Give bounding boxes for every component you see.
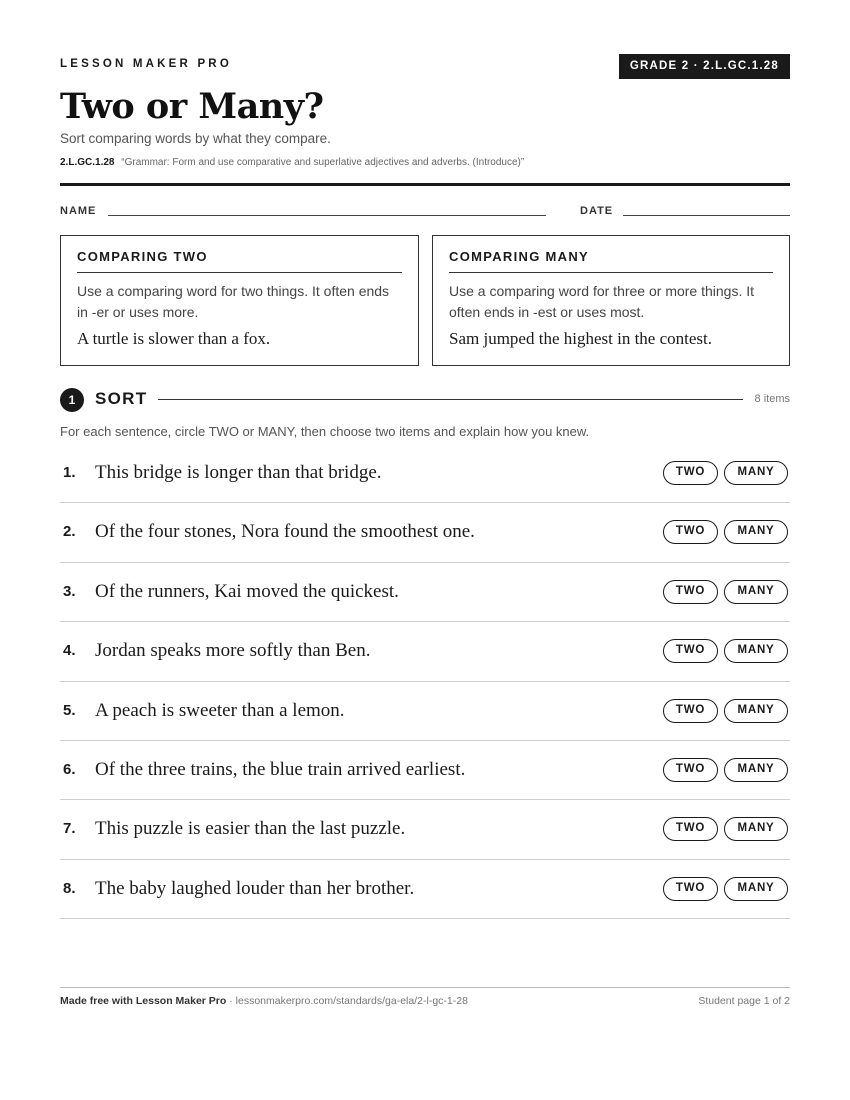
- item-number: 4.: [63, 642, 76, 660]
- many-choice[interactable]: MANY: [724, 758, 788, 782]
- grade-badge: GRADE 2 · 2.L.GC.1.28: [619, 54, 790, 79]
- made-with-text: Made free with Lesson Maker Pro: [60, 995, 227, 1007]
- item-sentence: Of the runners, Kai moved the quickest.: [95, 580, 399, 602]
- two-choice[interactable]: TWO: [663, 461, 718, 485]
- card-example: Sam jumped the highest in the contest.: [449, 329, 712, 348]
- header-divider: [60, 183, 790, 186]
- item-number: 8.: [63, 879, 76, 897]
- item-number: 2.: [63, 523, 76, 541]
- item-sentence: This puzzle is easier than the last puzzle.: [95, 818, 406, 840]
- card-title: COMPARING MANY: [449, 249, 773, 273]
- list-item: [60, 563, 790, 622]
- list-item: [60, 860, 790, 919]
- standard-line: [60, 157, 524, 168]
- many-choice[interactable]: MANY: [724, 461, 788, 485]
- footer-credit: [60, 995, 468, 1007]
- many-choice[interactable]: MANY: [724, 877, 788, 901]
- list-item: [60, 503, 790, 562]
- item-sentence: A peach is sweeter than a lemon.: [95, 699, 345, 721]
- section-divider: [158, 399, 743, 400]
- two-choice[interactable]: TWO: [663, 877, 718, 901]
- many-choice[interactable]: MANY: [724, 580, 788, 604]
- two-choice[interactable]: TWO: [663, 639, 718, 663]
- list-item: [60, 444, 790, 503]
- page-title: Two or Many?: [60, 86, 324, 127]
- footer-divider: [60, 987, 790, 988]
- item-number: 1.: [63, 464, 76, 481]
- many-choice[interactable]: MANY: [724, 520, 788, 544]
- two-choice[interactable]: TWO: [663, 699, 718, 723]
- card-description: Use a comparing word for three or more things. It often ends in -est or uses most.: [449, 283, 755, 320]
- date-field[interactable]: [623, 215, 790, 216]
- comparing-many-card: [432, 235, 790, 366]
- two-choice[interactable]: TWO: [663, 580, 718, 604]
- item-number: 3.: [63, 582, 76, 600]
- list-item: [60, 800, 790, 859]
- comparing-two-card: [60, 235, 419, 366]
- page-indicator: Student page 1 of 2: [698, 995, 790, 1007]
- item-sentence: This bridge is longer than that bridge.: [95, 462, 382, 483]
- section-title: SORT: [95, 389, 148, 408]
- card-description: Use a comparing word for two things. It often ends in -er or uses more.: [77, 283, 390, 320]
- brand-name: LESSON MAKER PRO: [60, 58, 232, 70]
- list-item: [60, 741, 790, 800]
- standard-code: 2.L.GC.1.28: [60, 157, 115, 168]
- card-title: COMPARING TWO: [77, 249, 402, 273]
- section-number: 1: [60, 388, 84, 412]
- list-item: [60, 682, 790, 741]
- section-instructions: For each sentence, circle TWO or MANY, then choose two items and explain how you knew.: [60, 424, 590, 439]
- list-item: [60, 622, 790, 681]
- item-sentence: Of the four stones, Nora found the smoothest one.: [95, 521, 475, 543]
- item-number: 5.: [63, 701, 76, 719]
- item-sentence: Jordan speaks more softly than Ben.: [95, 640, 371, 662]
- sort-items-list: [60, 444, 790, 919]
- footer-url: · lessonmakerpro.com/standards/ga-ela/2-l-gc-1-28: [226, 995, 468, 1007]
- many-choice[interactable]: MANY: [724, 817, 788, 841]
- two-choice[interactable]: TWO: [663, 520, 718, 544]
- item-sentence: The baby laughed louder than her brother.: [95, 877, 415, 899]
- name-label: NAME: [60, 205, 97, 217]
- two-choice[interactable]: TWO: [663, 758, 718, 782]
- date-label: DATE: [580, 205, 614, 217]
- page-subtitle: Sort comparing words by what they compare.: [60, 131, 331, 146]
- item-number: 7.: [63, 820, 76, 838]
- item-number: 6.: [63, 760, 76, 778]
- card-example: A turtle is slower than a fox.: [77, 329, 271, 348]
- item-count: 8 items: [754, 393, 790, 405]
- item-sentence: Of the three trains, the blue train arrived earliest.: [95, 758, 466, 780]
- many-choice[interactable]: MANY: [724, 699, 788, 723]
- two-choice[interactable]: TWO: [663, 817, 718, 841]
- name-field[interactable]: [108, 215, 546, 216]
- standard-description: “Grammar: Form and use comparative and superlative adjectives and adverbs. (Introduce)”: [121, 157, 525, 168]
- many-choice[interactable]: MANY: [724, 639, 788, 663]
- worksheet-page: [60, 0, 790, 1100]
